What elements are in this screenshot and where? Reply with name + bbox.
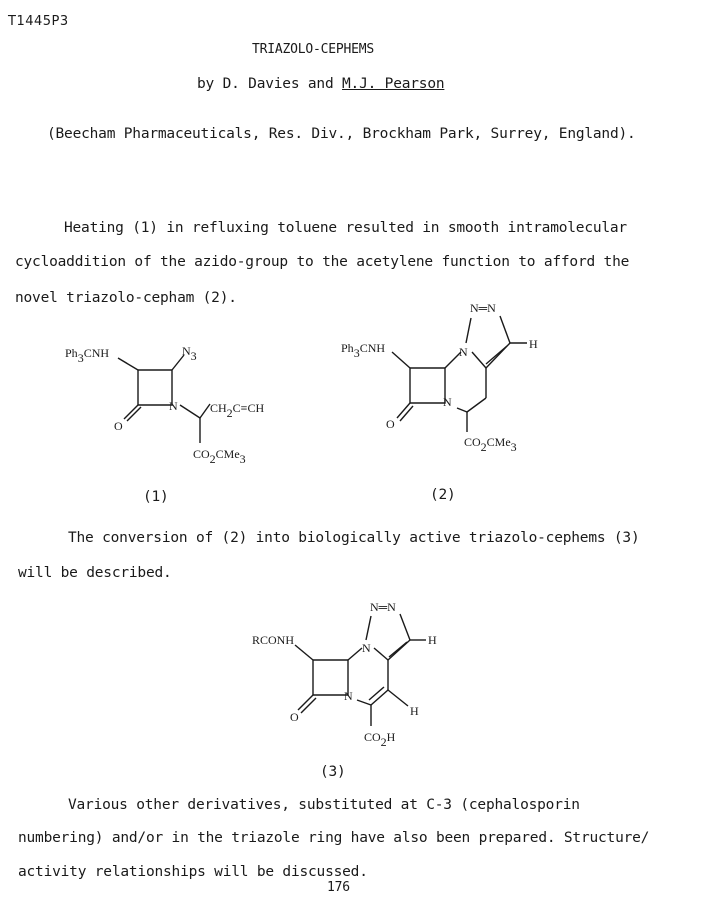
- s2-ph3cnh: Ph3CNH: [341, 341, 386, 360]
- paper-title: TRIAZOLO-CEPHEMS: [252, 42, 375, 57]
- s3-h2: H: [410, 704, 419, 718]
- s1-lactam-n: N: [169, 399, 178, 413]
- para1-line-3: novel triazolo-cepham (2).: [15, 290, 237, 306]
- affiliation: (Beecham Pharmaceuticals, Res. Div., Brockham Park, Surrey, England).: [47, 126, 636, 142]
- s1-carbonyl-o: O: [114, 419, 123, 433]
- s2-lactam-n: N: [443, 395, 452, 409]
- s1-azide: N3: [182, 344, 197, 363]
- page-number: 176: [327, 880, 350, 895]
- s1-ph3cnh: Ph3CNH: [65, 346, 110, 365]
- structure-1-caption: (1): [143, 489, 169, 505]
- s3-lactam-n: N: [344, 689, 353, 703]
- s3-rconh: RCONH: [252, 633, 295, 647]
- s3-triazole-nn: N═N: [370, 600, 396, 614]
- s1-ester: CO2CMe3: [193, 447, 246, 466]
- presenting-author: M.J. Pearson: [342, 76, 445, 92]
- s2-carbonyl-o: O: [386, 417, 395, 431]
- s1-side-chain: CH2C≡CH: [210, 401, 265, 420]
- document-code: T1445P3: [8, 14, 69, 29]
- para2-line-2: will be described.: [18, 565, 172, 581]
- s3-carbonyl-o: O: [290, 710, 299, 724]
- s3-acid: CO2H: [364, 730, 396, 749]
- s2-ring-n: N: [459, 345, 468, 359]
- structure-2-caption: (2): [430, 487, 456, 503]
- para1-line-2: cycloaddition of the azido-group to the acetylene function to afford the: [15, 254, 630, 270]
- para2-line-1: The conversion of (2) into biologically active triazolo-cephems (3): [68, 530, 640, 546]
- s2-ester: CO2CMe3: [464, 435, 517, 454]
- structure-3-caption: (3): [320, 764, 346, 780]
- s3-h1: H: [428, 633, 437, 647]
- s2-h: H: [529, 337, 538, 351]
- para3-line-2: numbering) and/or in the triazole ring have also been prepared. Structure/: [18, 830, 650, 846]
- para1-line-1: Heating (1) in refluxing toluene resulted in smooth intramolecular: [64, 220, 627, 236]
- s3-ring-n: N: [362, 641, 371, 655]
- s2-triazole-nn: N═N: [470, 301, 496, 315]
- para3-line-3: activity relationships will be discussed.: [18, 864, 368, 880]
- authors-prefix: by D. Davies and: [197, 76, 343, 92]
- para3-line-1: Various other derivatives, substituted at C-3 (cephalosporin: [68, 797, 580, 813]
